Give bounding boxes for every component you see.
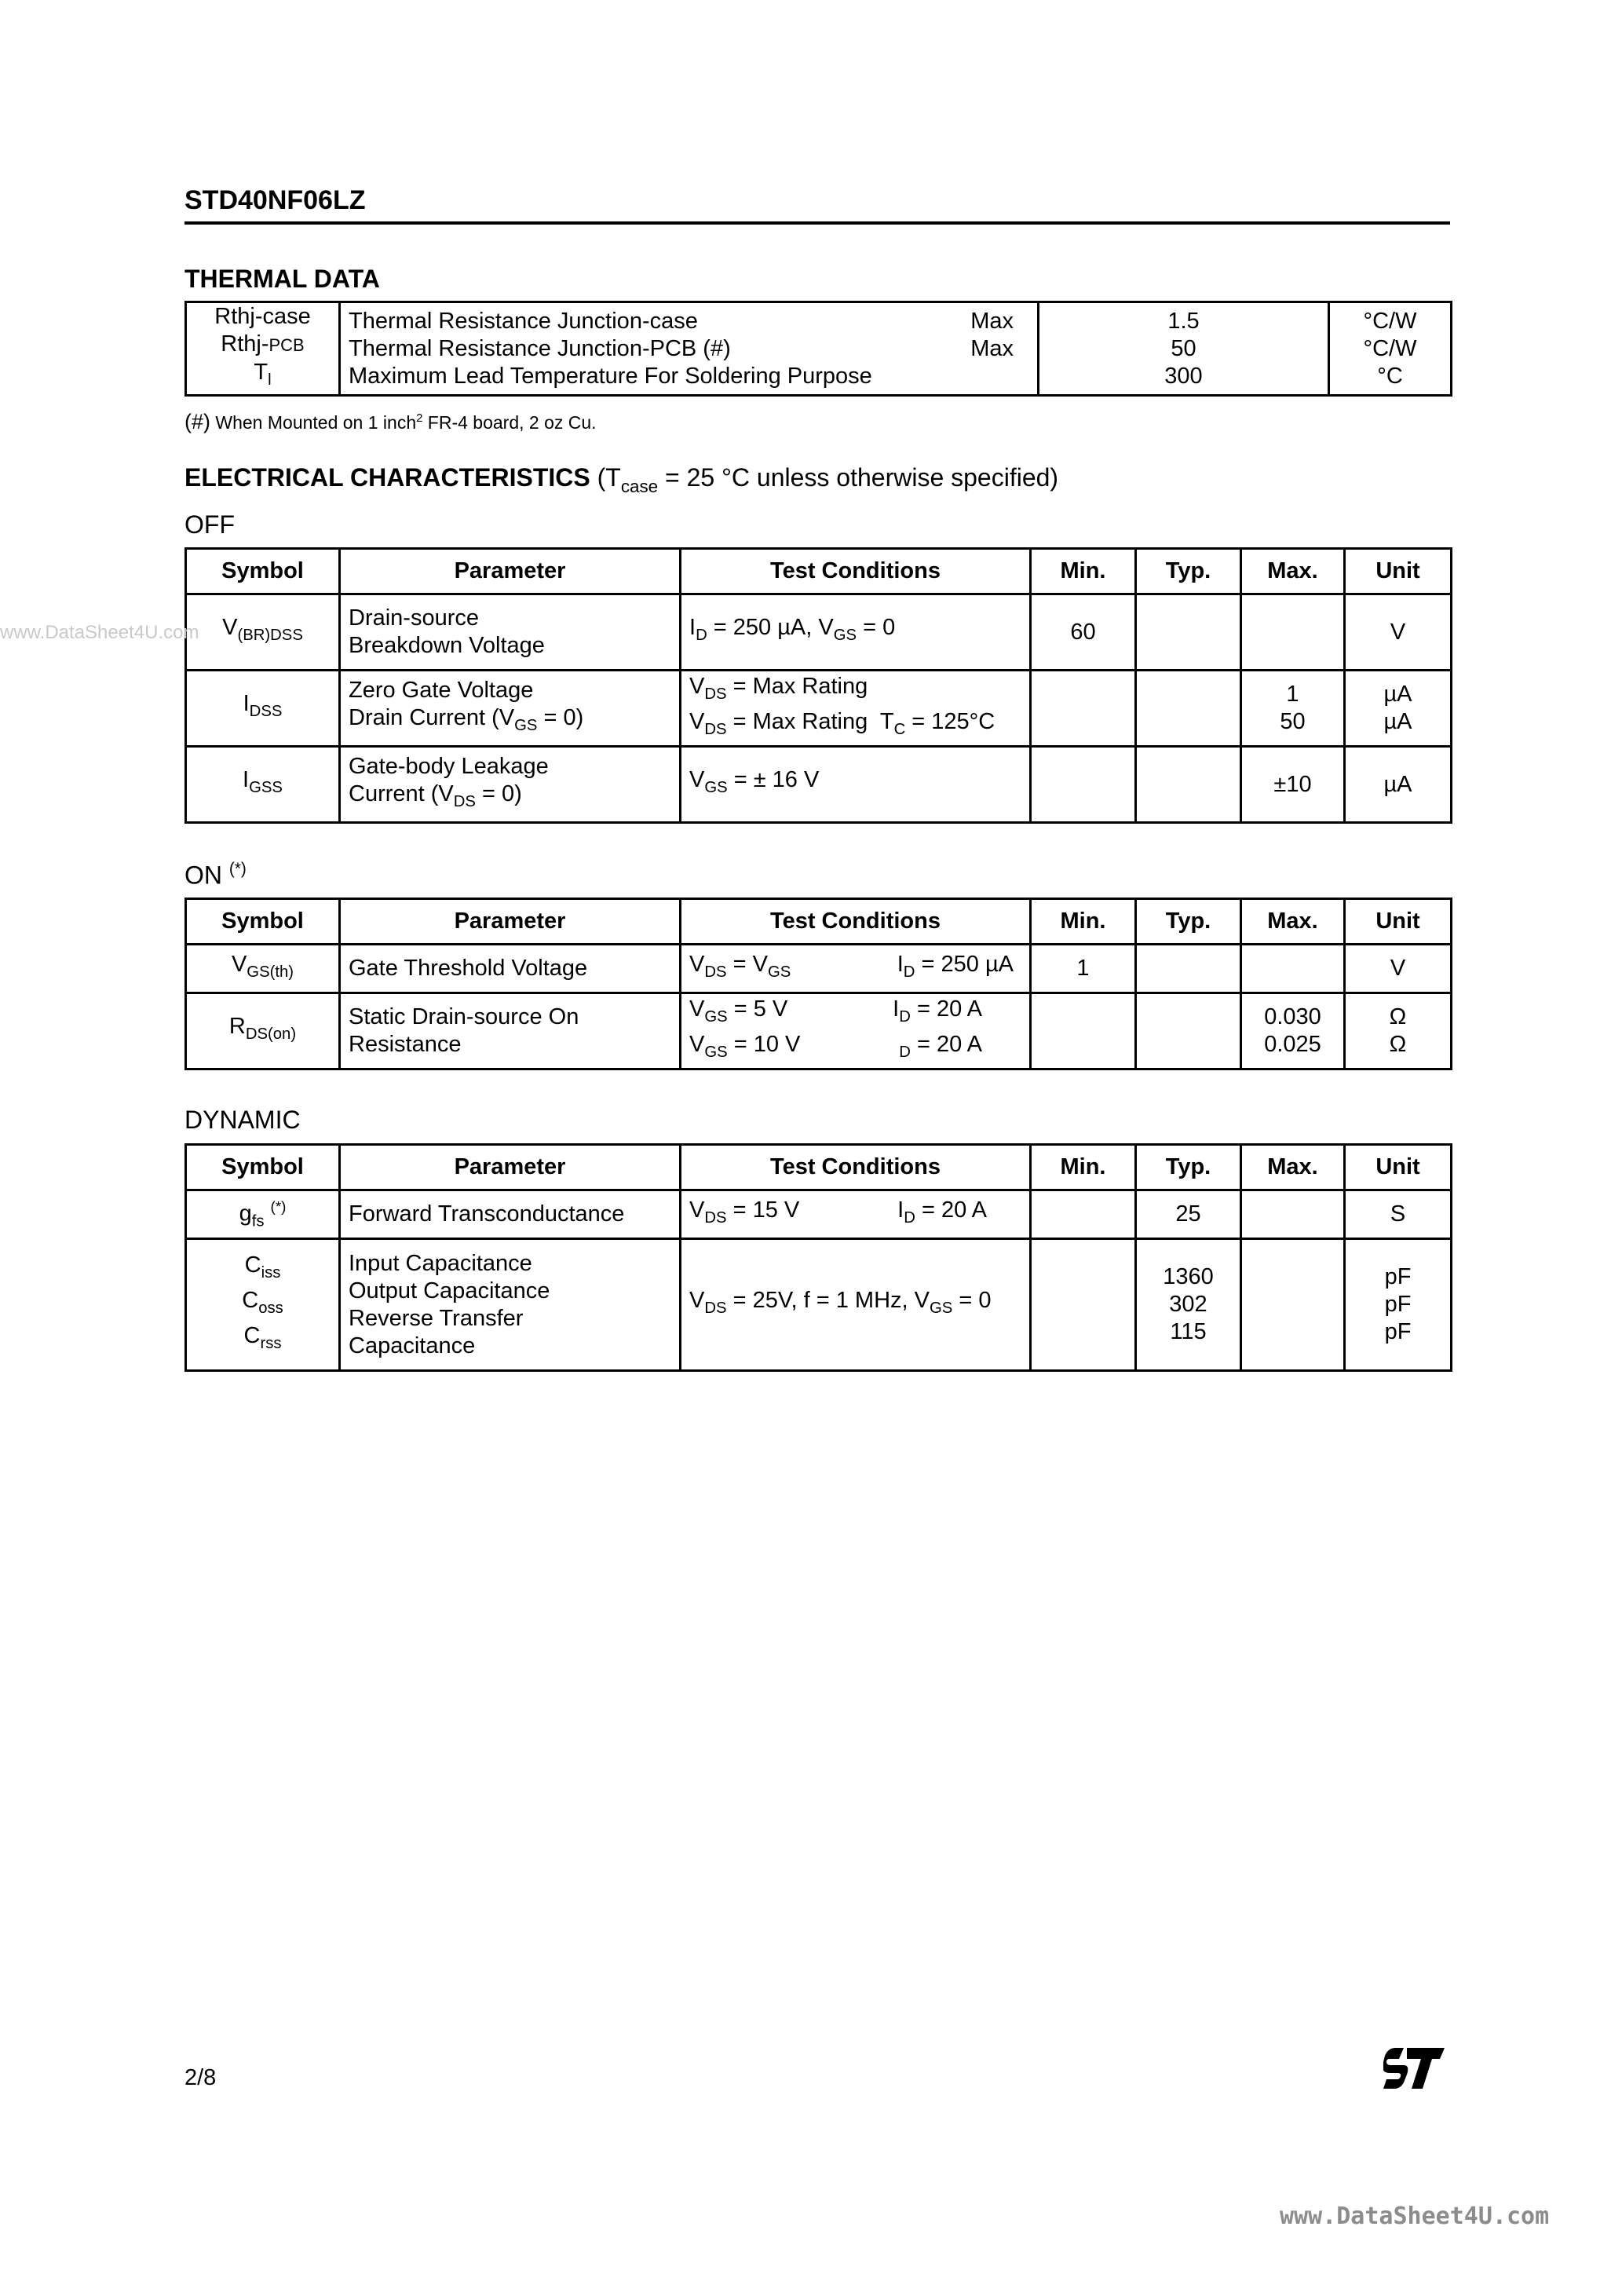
footnote-text: When Mounted on 1 inch xyxy=(210,412,417,433)
sym-sub: GS(th) xyxy=(247,963,294,982)
param-sub: DS xyxy=(453,793,476,811)
table-row xyxy=(186,1239,1452,1371)
param-line: Input Capacitance xyxy=(349,1250,532,1276)
watermark-bottom: www.DataSheet4U.com xyxy=(1280,2203,1550,2230)
param-gfs: Forward Transconductance xyxy=(340,1190,681,1239)
off-title: OFF xyxy=(184,510,235,539)
tc: = 250 µA xyxy=(915,951,1014,977)
tc: = 20 A xyxy=(910,1032,982,1057)
tc: = 0 xyxy=(857,615,896,641)
param-line: Resistance xyxy=(349,1032,462,1057)
symbol-igss xyxy=(186,747,340,823)
tc-sub: C xyxy=(893,721,906,739)
typ-gfs: 25 xyxy=(1136,1190,1241,1239)
param-line: Gate-body Leakage xyxy=(349,753,549,779)
unit-caps xyxy=(1345,1239,1452,1371)
footnote-text-end: FR-4 board, 2 oz Cu. xyxy=(422,412,597,433)
max-vgsth xyxy=(1241,945,1345,993)
unit-rdson xyxy=(1345,993,1452,1069)
col-test-conditions: Test Conditions xyxy=(681,899,1031,945)
unit-idss xyxy=(1345,671,1452,747)
tc-sub: GS xyxy=(704,779,728,797)
table-row xyxy=(186,671,1452,747)
typ-value: 302 xyxy=(1169,1292,1207,1317)
on-title-line xyxy=(184,860,247,890)
typ-rdson xyxy=(1136,993,1241,1069)
tc-sub: D xyxy=(899,1008,911,1026)
sym: V xyxy=(222,615,238,641)
param-igss xyxy=(340,747,681,823)
tc: V xyxy=(689,1032,705,1057)
tc: V xyxy=(689,996,705,1022)
min-breakdown: 60 xyxy=(1031,594,1136,671)
tc-sub: GS xyxy=(833,627,857,645)
typ-caps xyxy=(1136,1239,1241,1371)
part-number: STD40NF06LZ xyxy=(184,185,366,215)
max-gfs xyxy=(1241,1190,1345,1239)
symbol-vbrdss xyxy=(186,594,340,671)
symbol-rthj-pcb: Rthj- xyxy=(221,331,269,356)
symbol-idss xyxy=(186,671,340,747)
sym-sub: GSS xyxy=(249,779,283,797)
thermal-footnote xyxy=(184,410,597,434)
tc-caps xyxy=(681,1239,1031,1371)
param-line: Static Drain-source On xyxy=(349,1004,579,1029)
unit-rthj-pcb: °C/W xyxy=(1363,335,1417,361)
typ-breakdown xyxy=(1136,594,1241,671)
param-line: Current (V xyxy=(349,781,454,806)
sym-sub: DSS xyxy=(249,703,283,721)
param-caps xyxy=(340,1239,681,1371)
col-max: Max. xyxy=(1241,899,1345,945)
sym: C xyxy=(244,1252,261,1278)
page-number: 2/8 xyxy=(184,2065,217,2090)
unit-value: pF xyxy=(1384,1319,1412,1344)
tc-igss xyxy=(681,747,1031,823)
sym-sub: (BR)DSS xyxy=(237,627,303,645)
param-line: Zero Gate Voltage xyxy=(349,677,534,703)
col-parameter: Parameter xyxy=(340,899,681,945)
tc-sub: D xyxy=(904,1209,915,1227)
table-row xyxy=(186,594,1452,671)
col-max: Max. xyxy=(1241,549,1345,594)
tc-sub: GS xyxy=(767,963,791,982)
param-rthj-pcb: Thermal Resistance Junction-PCB (#) xyxy=(349,335,731,361)
tc: I xyxy=(689,615,696,641)
col-typ: Typ. xyxy=(1136,899,1241,945)
off-table xyxy=(184,547,1452,824)
symbol-tl: T xyxy=(254,360,269,385)
thermal-row xyxy=(186,302,1452,396)
col-min: Min. xyxy=(1031,549,1136,594)
header-rule xyxy=(184,221,1450,225)
table-header-row xyxy=(186,549,1452,594)
value-lead-temp: 300 xyxy=(1164,363,1203,389)
sym: V xyxy=(231,951,247,977)
param-line: Output Capacitance xyxy=(349,1278,550,1303)
param-line: = 0) xyxy=(475,781,522,806)
tc: = 0 xyxy=(952,1287,992,1313)
sym-sub: iss xyxy=(261,1263,281,1281)
param-sub: GS xyxy=(514,717,538,735)
col-unit: Unit xyxy=(1345,1145,1452,1190)
table-header-row xyxy=(186,1145,1452,1190)
param-line: = 0) xyxy=(537,704,584,730)
dynamic-table xyxy=(184,1143,1452,1372)
param-line: Breakdown Voltage xyxy=(349,633,545,658)
unit-value: Ω xyxy=(1389,1032,1407,1057)
tc: V xyxy=(689,673,705,699)
min-gfs xyxy=(1031,1190,1136,1239)
col-symbol: Symbol xyxy=(186,549,340,594)
table-row xyxy=(186,945,1452,993)
tc: = 250 µA, V xyxy=(707,615,834,641)
min-vgsth: 1 xyxy=(1031,945,1136,993)
tc: = ± 16 V xyxy=(727,767,820,793)
typ-value: 115 xyxy=(1170,1319,1207,1344)
electrical-cond-sub: case xyxy=(620,476,659,496)
unit-vgsth: V xyxy=(1345,945,1452,993)
on-title: ON xyxy=(184,861,222,890)
tc-idss xyxy=(681,671,1031,747)
param-rdson xyxy=(340,993,681,1069)
sym: C xyxy=(243,1323,261,1349)
thermal-values xyxy=(1039,302,1329,396)
tc: V xyxy=(689,767,705,793)
col-typ: Typ. xyxy=(1136,549,1241,594)
qual-max: Max xyxy=(970,308,1014,334)
tc: = 5 V xyxy=(727,996,788,1022)
tc-vgsth xyxy=(681,945,1031,993)
typ-vgsth xyxy=(1136,945,1241,993)
tc: = 15 V xyxy=(726,1197,800,1223)
thermal-table xyxy=(184,301,1452,397)
table-row xyxy=(186,1190,1452,1239)
max-breakdown xyxy=(1241,594,1345,671)
tc-breakdown xyxy=(681,594,1031,671)
col-parameter: Parameter xyxy=(340,1145,681,1190)
tc-sub: D xyxy=(899,1044,911,1062)
sym-sub: rss xyxy=(260,1335,282,1353)
tc: I xyxy=(897,951,904,977)
max-idss xyxy=(1241,671,1345,747)
sym-sup: (*) xyxy=(270,1198,287,1216)
st-logo-icon xyxy=(1383,2045,1446,2092)
col-unit: Unit xyxy=(1345,549,1452,594)
min-caps xyxy=(1031,1239,1136,1371)
on-table xyxy=(184,898,1452,1070)
max-value: 1 xyxy=(1286,682,1299,707)
symbol-caps xyxy=(186,1239,340,1371)
unit-value: Ω xyxy=(1389,1004,1407,1029)
symbol-tl-sub: l xyxy=(268,371,272,389)
on-title-sup: (*) xyxy=(228,860,247,878)
sym: C xyxy=(242,1287,259,1313)
typ-value: 1360 xyxy=(1163,1264,1214,1289)
footnote-sup: 2 xyxy=(416,411,423,426)
col-min: Min. xyxy=(1031,899,1136,945)
tc-sub: GS xyxy=(929,1300,953,1318)
sym-sub: oss xyxy=(258,1300,283,1318)
tc: = Max Rating xyxy=(726,673,868,699)
unit-igss: µA xyxy=(1345,747,1452,823)
tc-sub: DS xyxy=(704,721,727,739)
col-parameter: Parameter xyxy=(340,549,681,594)
param-line: Reverse Transfer xyxy=(349,1305,524,1331)
unit-value: pF xyxy=(1384,1264,1412,1289)
sym: I xyxy=(243,767,250,793)
table-row xyxy=(186,747,1452,823)
max-rdson xyxy=(1241,993,1345,1069)
max-value: 0.030 xyxy=(1264,1004,1321,1029)
watermark-left: www.DataSheet4U.com xyxy=(0,622,199,643)
col-symbol: Symbol xyxy=(186,899,340,945)
sym-sub: DS(on) xyxy=(245,1026,297,1044)
tc-sub: DS xyxy=(704,1209,727,1227)
col-test-conditions: Test Conditions xyxy=(681,549,1031,594)
symbol-vgsth xyxy=(186,945,340,993)
param-vgsth: Gate Threshold Voltage xyxy=(340,945,681,993)
min-rdson xyxy=(1031,993,1136,1069)
param-line: Drain-source xyxy=(349,605,479,631)
unit-value: pF xyxy=(1384,1292,1412,1317)
unit-rthj-case: °C/W xyxy=(1363,308,1417,334)
col-unit: Unit xyxy=(1345,899,1452,945)
tc: = 125°C xyxy=(905,709,995,734)
tc: = Max Rating T xyxy=(726,709,894,734)
tc: = 25V, f = 1 MHz, V xyxy=(726,1287,930,1313)
param-rthj-case: Thermal Resistance Junction-case xyxy=(349,308,698,334)
max-value: 0.025 xyxy=(1264,1032,1321,1057)
col-symbol: Symbol xyxy=(186,1145,340,1190)
tc-gfs xyxy=(681,1190,1031,1239)
table-row xyxy=(186,993,1452,1069)
col-min: Min. xyxy=(1031,1145,1136,1190)
tc: = V xyxy=(726,951,768,977)
tc-sub: D xyxy=(696,627,707,645)
col-max: Max. xyxy=(1241,1145,1345,1190)
tc: I xyxy=(897,1197,904,1223)
typ-idss xyxy=(1136,671,1241,747)
sym: R xyxy=(228,1014,246,1040)
tc-sub: DS xyxy=(704,686,727,703)
st-logo xyxy=(1383,2045,1446,2092)
sym: I xyxy=(243,691,250,717)
tc: = 20 A xyxy=(915,1197,987,1223)
param-breakdown xyxy=(340,594,681,671)
electrical-cond-end: = 25 °C unless otherwise specified) xyxy=(658,463,1059,492)
col-test-conditions: Test Conditions xyxy=(681,1145,1031,1190)
tc: V xyxy=(689,951,705,977)
footnote-mark: (#) xyxy=(184,410,210,433)
thermal-symbols xyxy=(186,302,340,396)
tc-sub: DS xyxy=(704,1300,727,1318)
thermal-data-title: THERMAL DATA xyxy=(184,265,380,293)
col-typ: Typ. xyxy=(1136,1145,1241,1190)
tc: V xyxy=(689,1197,705,1223)
tc: = 20 A xyxy=(910,996,982,1022)
unit-lead-temp: °C xyxy=(1377,363,1403,389)
tc: V xyxy=(689,1287,705,1313)
tc: I xyxy=(893,996,900,1022)
tc-sub: D xyxy=(903,963,915,982)
symbol-rthj-pcb-sub: PCB xyxy=(269,335,305,355)
value-rthj-pcb: 50 xyxy=(1171,335,1196,361)
max-value: 50 xyxy=(1280,709,1306,734)
tc-sub: DS xyxy=(704,963,727,982)
unit-gfs: S xyxy=(1345,1190,1452,1239)
min-igss xyxy=(1031,747,1136,823)
param-lead-temp: Maximum Lead Temperature For Soldering Purpose xyxy=(349,363,872,389)
symbol-rthj-case: Rthj-case xyxy=(214,304,311,329)
electrical-cond: (T xyxy=(590,463,621,492)
tc: = 10 V xyxy=(727,1032,801,1057)
param-idss xyxy=(340,671,681,747)
param-line: Drain Current (V xyxy=(349,704,515,730)
table-header-row xyxy=(186,899,1452,945)
electrical-title: ELECTRICAL CHARACTERISTICS xyxy=(184,463,590,492)
electrical-title-line xyxy=(184,463,1058,497)
max-caps xyxy=(1241,1239,1345,1371)
param-line: Capacitance xyxy=(349,1333,476,1358)
min-idss xyxy=(1031,671,1136,747)
tc-rdson xyxy=(681,993,1031,1069)
unit-value: µA xyxy=(1383,709,1412,734)
thermal-parameters xyxy=(340,302,1039,396)
dynamic-title: DYNAMIC xyxy=(184,1106,301,1134)
unit-breakdown: V xyxy=(1345,594,1452,671)
tc: V xyxy=(689,709,705,734)
value-rthj-case: 1.5 xyxy=(1167,308,1200,334)
sym: g xyxy=(239,1201,252,1227)
tc-sub: GS xyxy=(704,1008,728,1026)
symbol-gfs xyxy=(186,1190,340,1239)
symbol-rdson xyxy=(186,993,340,1069)
thermal-units xyxy=(1329,302,1452,396)
qual-max: Max xyxy=(970,335,1014,361)
tc-sub: GS xyxy=(704,1044,728,1062)
typ-igss xyxy=(1136,747,1241,823)
sym-sub: fs xyxy=(251,1212,265,1230)
unit-value: µA xyxy=(1383,682,1412,707)
max-igss: ±10 xyxy=(1241,747,1345,823)
